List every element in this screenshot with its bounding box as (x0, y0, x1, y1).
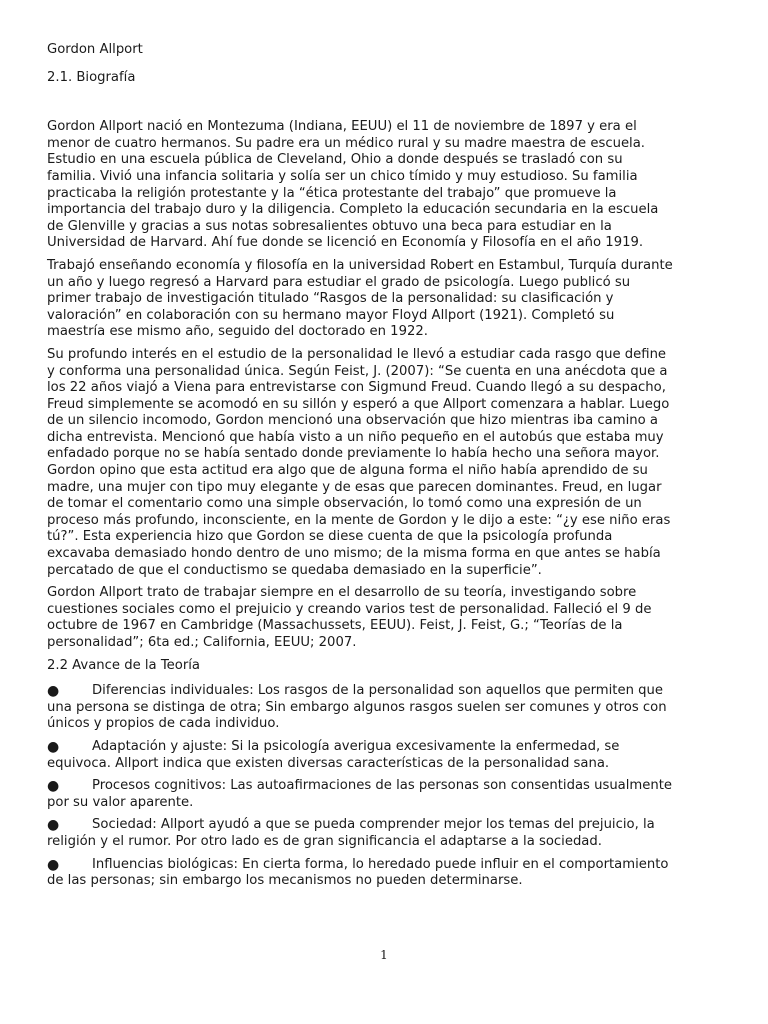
text-line: equivoca. Allport indica que existen diversas características de la personalidad sana. (47, 755, 610, 771)
text-line: de las personas; sin embargo los mecanismos no pueden determinarse. (47, 873, 523, 889)
document-title: Gordon Allport (47, 42, 143, 57)
text-line: los 22 años viajó a Viena para entrevistarse con Sigmund Freud. Cuando llegó a su despacho, (47, 380, 666, 396)
text-line: proceso más profundo, inconsciente, en la mente de Gordon y le dijo a este: “¿y ese niño eras (47, 512, 671, 528)
text-line: Diferencias individuales: Los rasgos de la personalidad son aquellos que permiten que (92, 683, 663, 699)
bullet-item-adaptacion (47, 739, 722, 772)
bullet-item-influencias (47, 857, 722, 890)
text-line: dicha entrevista. Mencionó que había visto a un niño pequeño en el autobús que estaba muy (47, 429, 664, 445)
text-line: de un silencio incomodo, Gordon mencionó una observación que hizo mientras iba camino a (47, 413, 658, 429)
text-line: madre, una mujer con tipo muy elegante y de esas que parecen dominantes. Freud, en lugar (47, 479, 662, 495)
text-line: excavaba demasiado hondo dentro de uno mismo; de la misma forma en que antes se había (47, 546, 661, 562)
text-line: religión y el rumor. Por otro lado es de gran significancia el adaptarse a la sociedad. (47, 833, 602, 849)
bullet-icon: ● (47, 738, 60, 755)
text-line: Estudio en una escuela pública de Cleveland, Ohio a donde después se trasladó con su (47, 152, 623, 168)
text-line: un año y luego regresó a Harvard para estudiar el grado de psicología. Luego publicó su (47, 274, 631, 290)
bullet-item-procesos (47, 778, 722, 811)
page-number: 1 (380, 948, 388, 962)
text-line: Procesos cognitivos: Las autoafirmaciones de las personas son consentidas usualmente (92, 778, 673, 794)
section-heading-biografia: 2.1. Biografía (47, 69, 136, 85)
text-line: Trabajó enseñando economía y filosofía en la universidad Robert en Estambul, Turquía durante (47, 257, 673, 273)
text-line: Gordon opino que esta actitud era algo que de alguna forma el niño había aprendido de su (47, 463, 648, 479)
text-line: Universidad de Harvard. Ahí fue donde se licenció en Economía y Filosofía en el año 1919. (47, 235, 644, 251)
text-line: únicos y propios de cada individuo. (47, 716, 280, 732)
text-line: Su profundo interés en el estudio de la personalidad le llevó a estudiar cada rasgo que define (47, 346, 667, 362)
text-line: Influencias biológicas: En cierta forma, lo heredado puede influir en el comportamiento (92, 856, 669, 872)
text-line: cuestiones sociales como el prejuicio y creando varios test de personalidad. Falleció el 9 de (47, 601, 652, 617)
paragraph-4 (47, 585, 722, 651)
text-line: tú?”. Esta experiencia hizo que Gordon se diese cuenta de que la psicología profunda (47, 529, 613, 545)
document-page (47, 42, 722, 896)
paragraph-2 (47, 258, 722, 341)
text-line: Gordon Allport trato de trabajar siempre en el desarrollo de su teoría, investigando sobre (47, 585, 637, 601)
text-line: y conforma una personalidad única. Según Feist, J. (2007): “Se cuenta en una anécdota que a (47, 363, 668, 379)
text-line: octubre de 1967 en Cambridge (Massachussets, EEUU). Feist, J. Feist, G.; “Teorías de la (47, 618, 623, 634)
text-line: practicaba la religión protestante y la “ética protestante del trabajo” que promueve la (47, 185, 617, 201)
paragraph-3 (47, 347, 722, 579)
paragraph-1 (47, 119, 722, 252)
text-line: Sociedad: Allport ayudó a que se pueda comprender mejor los temas del prejuicio, la (92, 817, 655, 833)
text-line: primer trabajo de investigación titulado “Rasgos de la personalidad: su clasificación y (47, 291, 614, 307)
text-line: enfadado porque no se había sentado donde previamente lo había hecho una señora mayor. (47, 446, 660, 462)
bullet-icon: ● (47, 778, 60, 795)
bullet-icon: ● (47, 683, 60, 700)
text-line: percatado de que el conductismo se quedaba demasiado en la superficie”. (47, 562, 542, 578)
bullet-item-sociedad (47, 817, 722, 850)
text-line: de tomar el comentario como una simple observación, lo tomó como una expresión de un (47, 496, 642, 512)
text-line: personalidad”; 6ta ed.; California, EEUU; 2007. (47, 635, 357, 650)
text-line: una persona se distinga de otra; Sin embargo algunos rasgos suelen ser comunes y otros con (47, 699, 667, 715)
text-line: de Glenville y gracias a sus notas sobresalientes obtuvo una beca para estudiar en la (47, 218, 612, 234)
text-line: menor de cuatro hermanos. Su padre era un médico rural y su madre maestra de escuela. (47, 135, 645, 151)
text-line: Adaptación y ajuste: Si la psicología averigua excesivamente la enfermedad, se (92, 738, 620, 754)
text-line: maestría ese mismo año, seguido del doctorado en 1922. (47, 324, 428, 340)
text-line: valoración” en colaboración con su hermano mayor Floyd Allport (1921). Completó su (47, 307, 615, 323)
text-line: importancia del trabajo duro y la diligencia. Completo la educación secundaria en la escuela (47, 202, 659, 218)
bullet-item-diferencias (47, 683, 722, 733)
text-line: por su valor aparente. (47, 794, 194, 810)
bullet-icon: ● (47, 856, 60, 873)
bullet-icon: ● (47, 817, 60, 834)
section-heading-avance: 2.2 Avance de la Teoría (47, 657, 200, 673)
text-line: Freud simplemente se acomodó en su sillón y esperó a que Allport comenzara a hablar. Luego (47, 396, 670, 412)
text-line: Gordon Allport nació en Montezuma (Indiana, EEUU) el 11 de noviembre de 1897 y era el (47, 119, 637, 135)
text-line: familia. Vivió una infancia solitaria y solía ser un chico tímido y muy estudioso. Su familia (47, 168, 638, 184)
